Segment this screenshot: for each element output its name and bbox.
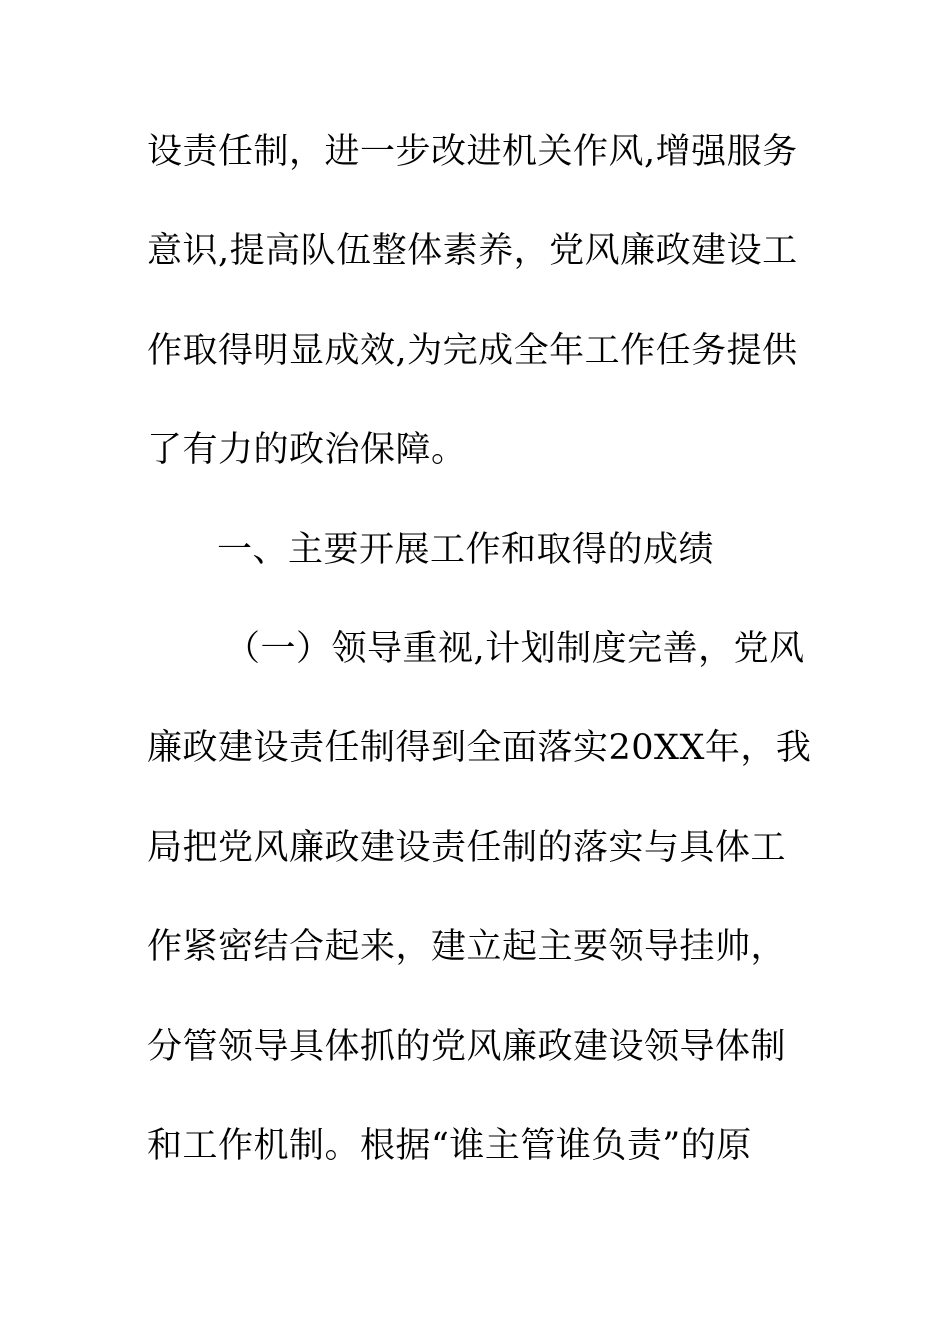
paragraph-line: 了有力的政治保障。 xyxy=(147,430,467,471)
paragraph-line: 意识,提高队伍整体素养，党风廉政建设工 xyxy=(147,231,798,272)
subsection-heading-line: （一）领导重视,计划制度完善，党风 xyxy=(225,628,805,669)
paragraph-line: 设责任制，进一步改进机关作风,增强服务 xyxy=(147,132,798,172)
paragraph-line: 作紧密结合起来，建立起主要领导挂帅， xyxy=(147,927,787,968)
paragraph-line: 廉政建设责任制得到全面落实20XX年，我 xyxy=(147,728,812,769)
document-body xyxy=(147,122,812,1215)
paragraph-line: 分管领导具体抓的党风廉政建设领导体制 xyxy=(147,1026,787,1067)
paragraph-line: 局把党风廉政建设责任制的落实与具体工 xyxy=(147,827,787,868)
section-heading: 一、主要开展工作和取得的成绩 xyxy=(217,529,715,570)
paragraph-line: 和工作机制。根据“谁主管谁负责”的原 xyxy=(147,1125,752,1166)
paragraph-line: 作取得明显成效,为完成全年工作任务提供 xyxy=(147,330,798,371)
